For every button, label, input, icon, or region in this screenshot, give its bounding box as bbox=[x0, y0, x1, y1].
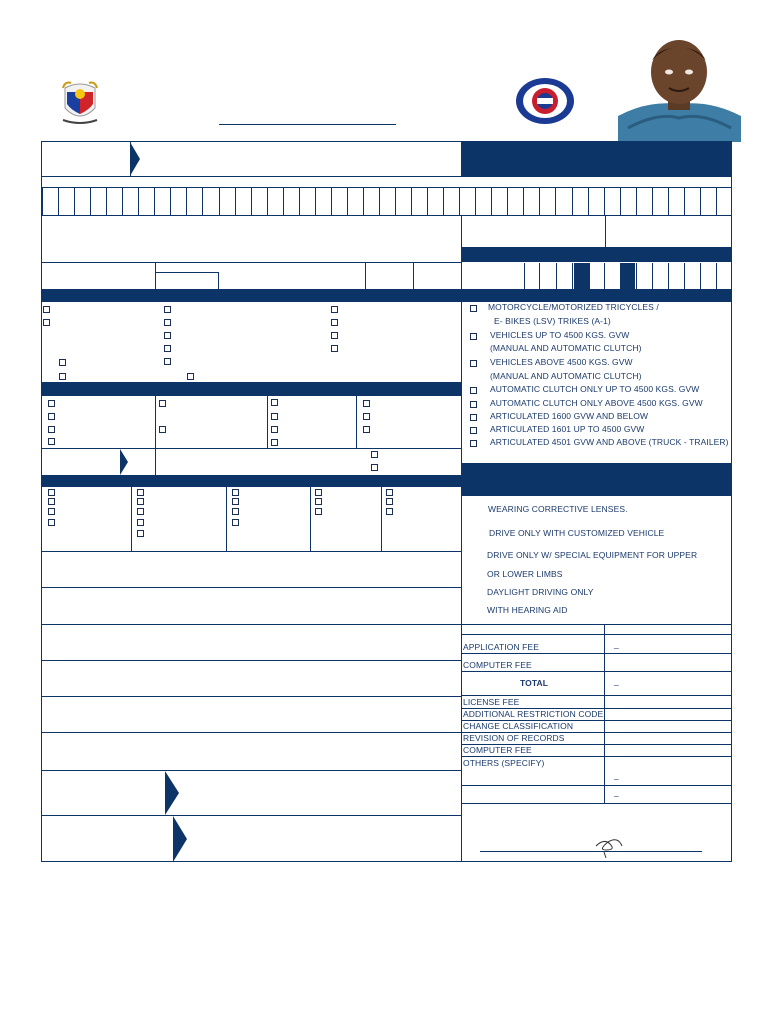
others-value-dash[interactable]: _ bbox=[614, 770, 619, 780]
checkbox[interactable] bbox=[271, 413, 278, 420]
digit-box[interactable] bbox=[154, 188, 170, 215]
checkbox[interactable] bbox=[271, 426, 278, 433]
checkbox[interactable] bbox=[315, 489, 322, 496]
license-code-checkbox[interactable] bbox=[470, 440, 477, 447]
license-code-label: E- BIKES (LSV) TRIKES (A-1) bbox=[494, 316, 611, 326]
form-title-line bbox=[219, 124, 396, 125]
checkbox[interactable] bbox=[48, 438, 55, 445]
code-box-divider bbox=[604, 263, 605, 289]
code-box-divider bbox=[524, 263, 525, 289]
checkbox[interactable] bbox=[137, 489, 144, 496]
license-code-checkbox[interactable] bbox=[470, 427, 477, 434]
digit-box[interactable] bbox=[379, 188, 395, 215]
checkbox[interactable] bbox=[363, 413, 370, 420]
digit-box[interactable] bbox=[347, 188, 363, 215]
license-code-label: VEHICLES ABOVE 4500 KGS. GVW bbox=[490, 357, 633, 367]
digit-box[interactable] bbox=[491, 188, 507, 215]
digit-box[interactable] bbox=[235, 188, 251, 215]
condition-label: OR LOWER LIMBS bbox=[487, 569, 563, 579]
checkbox[interactable] bbox=[271, 439, 278, 446]
digit-box[interactable] bbox=[363, 188, 379, 215]
license-code-label: AUTOMATIC CLUTCH ONLY UP TO 4500 KGS. GVW bbox=[490, 384, 700, 394]
license-code-checkbox[interactable] bbox=[470, 387, 477, 394]
digit-box[interactable] bbox=[299, 188, 315, 215]
checkbox[interactable] bbox=[164, 319, 171, 326]
code-box-divider bbox=[700, 263, 701, 289]
digit-box[interactable] bbox=[251, 188, 267, 215]
digit-box[interactable] bbox=[716, 188, 732, 215]
application-form bbox=[41, 141, 732, 862]
license-code-checkbox[interactable] bbox=[470, 360, 477, 367]
digit-box[interactable] bbox=[90, 188, 106, 215]
digit-box[interactable] bbox=[202, 188, 218, 215]
checkbox[interactable] bbox=[48, 489, 55, 496]
checkbox[interactable] bbox=[48, 498, 55, 505]
applicant-photo bbox=[618, 38, 741, 142]
checkbox[interactable] bbox=[331, 319, 338, 326]
code-boxes[interactable] bbox=[462, 263, 732, 289]
computer-fee-label: COMPUTER FEE bbox=[463, 660, 532, 670]
digit-box[interactable] bbox=[74, 188, 90, 215]
license-code-checkbox[interactable] bbox=[470, 333, 477, 340]
fee-label: CHANGE CLASSIFICATION bbox=[463, 721, 574, 731]
digit-box[interactable] bbox=[42, 188, 58, 215]
condition-label: WEARING CORRECTIVE LENSES. bbox=[488, 504, 628, 514]
digit-box[interactable] bbox=[331, 188, 347, 215]
digit-box[interactable] bbox=[507, 188, 523, 215]
license-code-label: (MANUAL AND AUTOMATIC CLUTCH) bbox=[490, 371, 642, 381]
checkbox[interactable] bbox=[232, 489, 239, 496]
digit-box[interactable] bbox=[395, 188, 411, 215]
checkbox[interactable] bbox=[48, 426, 55, 433]
total-value[interactable]: _ bbox=[614, 676, 619, 686]
license-code-label: MOTORCYCLE/MOTORIZED TRICYCLES / bbox=[488, 302, 659, 312]
checkbox[interactable] bbox=[43, 319, 50, 326]
checkbox[interactable] bbox=[363, 426, 370, 433]
checkbox[interactable] bbox=[371, 451, 378, 458]
digit-box[interactable] bbox=[283, 188, 299, 215]
digit-box[interactable] bbox=[106, 188, 122, 215]
checkbox[interactable] bbox=[59, 359, 66, 366]
checkbox[interactable] bbox=[137, 508, 144, 515]
code-box-divider bbox=[636, 263, 637, 289]
checkbox[interactable] bbox=[187, 373, 194, 380]
code-box-divider bbox=[556, 263, 557, 289]
checkbox[interactable] bbox=[137, 530, 144, 537]
license-code-label: AUTOMATIC CLUTCH ONLY ABOVE 4500 KGS. GVW bbox=[490, 398, 703, 408]
checkbox[interactable] bbox=[159, 400, 166, 407]
code-box-divider bbox=[539, 263, 540, 289]
code-box-divider bbox=[684, 263, 685, 289]
digit-box[interactable] bbox=[475, 188, 491, 215]
fee-label: REVISION OF RECORDS bbox=[463, 733, 565, 743]
lto-seal-icon bbox=[515, 77, 575, 125]
digit-box[interactable] bbox=[523, 188, 539, 215]
signature bbox=[594, 836, 624, 860]
digit-box[interactable] bbox=[411, 188, 427, 215]
license-code-label: ARTICULATED 4501 GVW AND ABOVE (TRUCK - TRAILER) bbox=[490, 437, 729, 447]
digit-box[interactable] bbox=[138, 188, 154, 215]
checkbox[interactable] bbox=[137, 519, 144, 526]
digit-box[interactable] bbox=[555, 188, 571, 215]
checkbox[interactable] bbox=[331, 332, 338, 339]
license-code-label: VEHICLES UP TO 4500 KGS. GVW bbox=[490, 330, 630, 340]
application-fee-label: APPLICATION FEE bbox=[463, 642, 539, 652]
digit-box[interactable] bbox=[572, 188, 588, 215]
row-arrow bbox=[130, 142, 140, 176]
condition-label: WITH HEARING AID bbox=[487, 605, 568, 615]
checkbox[interactable] bbox=[331, 306, 338, 313]
checkbox[interactable] bbox=[232, 519, 239, 526]
digit-box[interactable] bbox=[122, 188, 138, 215]
license-code-checkbox[interactable] bbox=[470, 305, 477, 312]
checkbox[interactable] bbox=[164, 358, 171, 365]
code-box-divider bbox=[572, 263, 573, 289]
code-box-filled bbox=[574, 263, 589, 289]
license-code-label: ARTICULATED 1601 UP TO 4500 GVW bbox=[490, 424, 645, 434]
digit-box[interactable] bbox=[427, 188, 443, 215]
license-code-checkbox[interactable] bbox=[470, 401, 477, 408]
condition-label: DRIVE ONLY WITH CUSTOMIZED VEHICLE bbox=[489, 528, 665, 538]
checkbox[interactable] bbox=[159, 426, 166, 433]
checkbox[interactable] bbox=[137, 498, 144, 505]
checkbox[interactable] bbox=[48, 413, 55, 420]
license-code-label: ARTICULATED 1600 GVW AND BELOW bbox=[490, 411, 649, 421]
digit-box[interactable] bbox=[620, 188, 636, 215]
application-fee-value[interactable]: _ bbox=[614, 639, 619, 649]
code-box-divider bbox=[589, 263, 590, 289]
digit-box[interactable] bbox=[700, 188, 716, 215]
digit-box[interactable] bbox=[459, 188, 475, 215]
digit-boxes[interactable] bbox=[42, 188, 732, 215]
fee-label: COMPUTER FEE bbox=[463, 745, 532, 755]
total-label: TOTAL bbox=[520, 678, 549, 688]
fee-label: ADDITIONAL RESTRICTION CODE bbox=[463, 709, 604, 719]
license-code-label: (MANUAL AND AUTOMATIC CLUTCH) bbox=[490, 343, 642, 353]
checkbox[interactable] bbox=[386, 508, 393, 515]
checkbox[interactable] bbox=[232, 508, 239, 515]
checkbox[interactable] bbox=[363, 400, 370, 407]
checkbox[interactable] bbox=[48, 400, 55, 407]
signature-line bbox=[480, 851, 702, 852]
digit-box[interactable] bbox=[604, 188, 620, 215]
header-bar bbox=[461, 142, 732, 176]
digit-box[interactable] bbox=[539, 188, 555, 215]
checkbox[interactable] bbox=[43, 306, 50, 313]
digit-box[interactable] bbox=[636, 188, 652, 215]
code-box-divider bbox=[652, 263, 653, 289]
digit-box[interactable] bbox=[186, 188, 202, 215]
license-code-checkbox[interactable] bbox=[470, 414, 477, 421]
digit-box[interactable] bbox=[58, 188, 74, 215]
philippine-seal-icon bbox=[57, 78, 103, 128]
digit-box[interactable] bbox=[219, 188, 235, 215]
checkbox[interactable] bbox=[164, 332, 171, 339]
checkbox[interactable] bbox=[164, 306, 171, 313]
digit-box[interactable] bbox=[684, 188, 700, 215]
checkbox[interactable] bbox=[232, 498, 239, 505]
code-box-divider bbox=[668, 263, 669, 289]
digit-box[interactable] bbox=[267, 188, 283, 215]
checkbox[interactable] bbox=[315, 508, 322, 515]
digit-box[interactable] bbox=[443, 188, 459, 215]
checkbox[interactable] bbox=[59, 373, 66, 380]
digit-box[interactable] bbox=[315, 188, 331, 215]
fee-label: LICENSE FEE bbox=[463, 697, 520, 707]
digit-box[interactable] bbox=[668, 188, 684, 215]
condition-label: DRIVE ONLY W/ SPECIAL EQUIPMENT FOR UPPER bbox=[487, 550, 698, 560]
checkbox[interactable] bbox=[331, 345, 338, 352]
digit-box[interactable] bbox=[588, 188, 604, 215]
checkbox[interactable] bbox=[386, 489, 393, 496]
digit-box[interactable] bbox=[652, 188, 668, 215]
code-box-divider bbox=[716, 263, 717, 289]
checkbox[interactable] bbox=[386, 498, 393, 505]
checkbox[interactable] bbox=[271, 399, 278, 406]
digit-box[interactable] bbox=[170, 188, 186, 215]
checkbox[interactable] bbox=[48, 519, 55, 526]
checkbox[interactable] bbox=[164, 345, 171, 352]
checkbox[interactable] bbox=[48, 508, 55, 515]
fee-label: OTHERS (SPECIFY) bbox=[463, 758, 545, 768]
code-box-filled bbox=[620, 263, 635, 289]
others-value-dash-2[interactable]: _ bbox=[614, 787, 619, 797]
checkbox[interactable] bbox=[371, 464, 378, 471]
checkbox[interactable] bbox=[315, 498, 322, 505]
condition-label: DAYLIGHT DRIVING ONLY bbox=[487, 587, 594, 597]
